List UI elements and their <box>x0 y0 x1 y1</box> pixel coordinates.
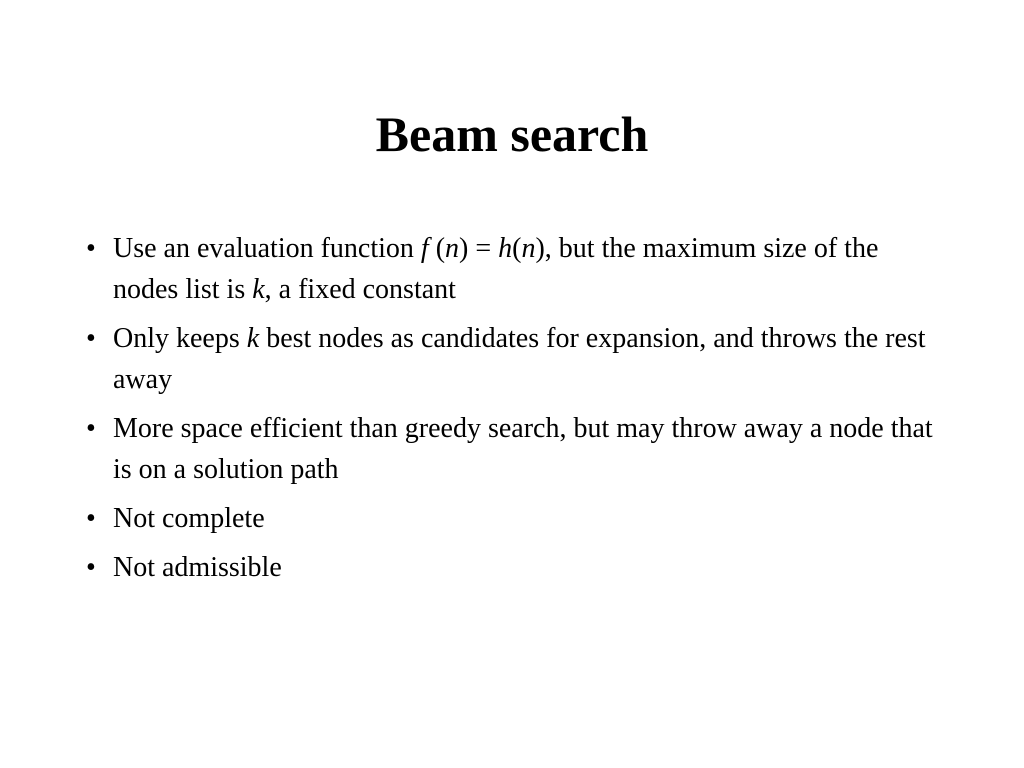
bullet-dot-icon: • <box>86 323 96 354</box>
math-variable-f: f <box>420 233 429 264</box>
slide-title: Beam search <box>375 106 649 162</box>
math-variable-n: n <box>521 233 536 264</box>
math-variable-h: h <box>498 233 513 264</box>
bullet-text: Not complete <box>113 503 265 534</box>
bullet-list <box>86 228 946 596</box>
text-run: , a fixed constant <box>264 274 456 305</box>
bullet-item <box>86 318 946 400</box>
bullet-dot-icon: • <box>86 503 96 534</box>
math-variable-k: k <box>252 274 265 305</box>
bullet-item <box>86 408 946 490</box>
bullet-text <box>113 323 926 395</box>
bullet-dot-icon: • <box>86 552 96 583</box>
text-run: ( <box>512 233 522 264</box>
text-run: ( <box>428 233 446 264</box>
text-run: Only keeps <box>113 323 247 354</box>
bullet-text: Not admissible <box>113 552 282 583</box>
bullet-item <box>86 228 946 310</box>
bullet-item <box>86 498 946 539</box>
bullet-dot-icon: • <box>86 233 96 264</box>
text-run: ) = <box>459 233 499 264</box>
text-run: ), but the maximum size of the nodes list is <box>113 233 879 305</box>
bullet-item <box>86 547 946 588</box>
bullet-text <box>113 233 878 305</box>
text-run: Use an evaluation function <box>113 233 421 264</box>
math-variable-n: n <box>445 233 460 264</box>
math-variable-k: k <box>246 323 260 354</box>
bullet-dot-icon: • <box>86 413 96 444</box>
text-run: best nodes as candidates for expansion, and throws the rest away <box>113 323 926 395</box>
bullet-text: More space efficient than greedy search, but may throw away a node that is on a solution path <box>113 413 933 485</box>
